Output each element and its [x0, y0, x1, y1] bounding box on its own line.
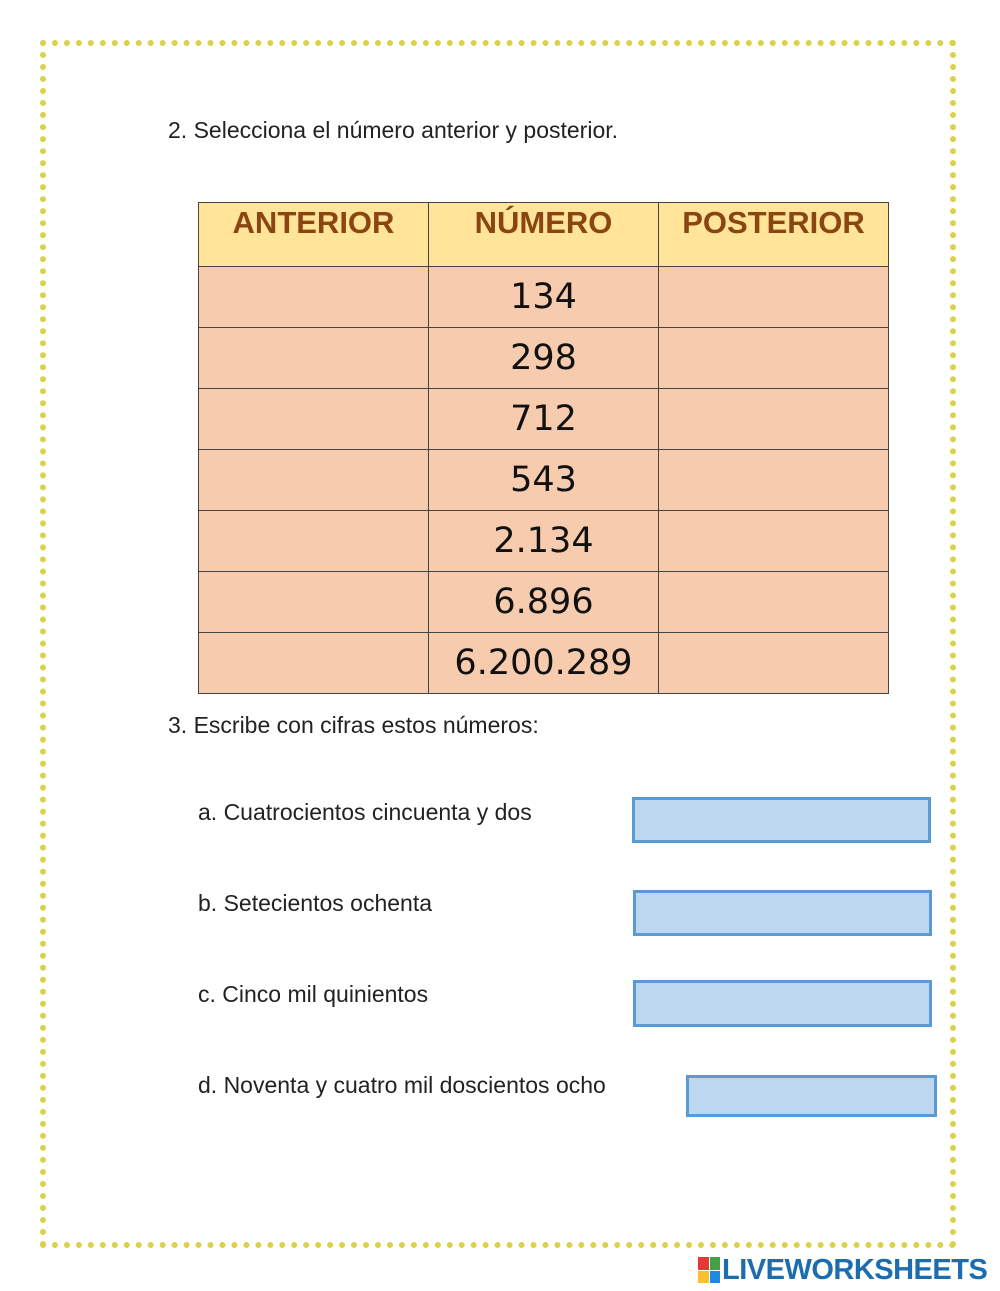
posterior-input[interactable] [659, 267, 889, 328]
posterior-input[interactable] [659, 389, 889, 450]
posterior-input[interactable] [659, 328, 889, 389]
table-header-row [199, 203, 889, 267]
header-posterior: POSTERIOR [659, 203, 889, 267]
item-c-answer-input[interactable] [633, 980, 932, 1027]
item-a-label: a. Cuatrocientos cincuenta y dos [198, 799, 532, 825]
posterior-input[interactable] [659, 633, 889, 694]
number-cell: 2.134 [429, 511, 659, 572]
number-table [198, 202, 889, 694]
number-cell: 6.896 [429, 572, 659, 633]
posterior-input[interactable] [659, 511, 889, 572]
posterior-input[interactable] [659, 572, 889, 633]
number-cell: 712 [429, 389, 659, 450]
table-row [199, 572, 889, 633]
table-row [199, 267, 889, 328]
question-3-title: 3. Escribe con cifras estos números: [168, 712, 539, 738]
liveworksheets-logo-icon [698, 1257, 720, 1283]
table-row [199, 633, 889, 694]
item-b-label: b. Setecientos ochenta [198, 890, 432, 916]
anterior-input[interactable] [199, 389, 429, 450]
question-2-title: 2. Selecciona el número anterior y posterior. [168, 117, 619, 143]
anterior-input[interactable] [199, 328, 429, 389]
item-a-answer-input[interactable] [632, 797, 931, 843]
number-cell: 134 [429, 267, 659, 328]
table-row [199, 511, 889, 572]
posterior-input[interactable] [659, 450, 889, 511]
anterior-input[interactable] [199, 267, 429, 328]
anterior-input[interactable] [199, 450, 429, 511]
header-numero: NÚMERO [429, 203, 659, 267]
anterior-input[interactable] [199, 633, 429, 694]
item-d-label: d. Noventa y cuatro mil doscientos ocho [198, 1072, 606, 1098]
number-cell: 543 [429, 450, 659, 511]
item-d-answer-input[interactable] [686, 1075, 937, 1117]
number-cell: 6.200.289 [429, 633, 659, 694]
logo-text: LIVEWORKSHEETS [722, 1253, 988, 1286]
anterior-input[interactable] [199, 511, 429, 572]
table-row [199, 328, 889, 389]
header-anterior: ANTERIOR [199, 203, 429, 267]
liveworksheets-logo[interactable] [698, 1253, 988, 1286]
item-b-answer-input[interactable] [633, 890, 932, 936]
table-row [199, 450, 889, 511]
table-row [199, 389, 889, 450]
number-cell: 298 [429, 328, 659, 389]
item-c-label: c. Cinco mil quinientos [198, 981, 429, 1007]
anterior-input[interactable] [199, 572, 429, 633]
